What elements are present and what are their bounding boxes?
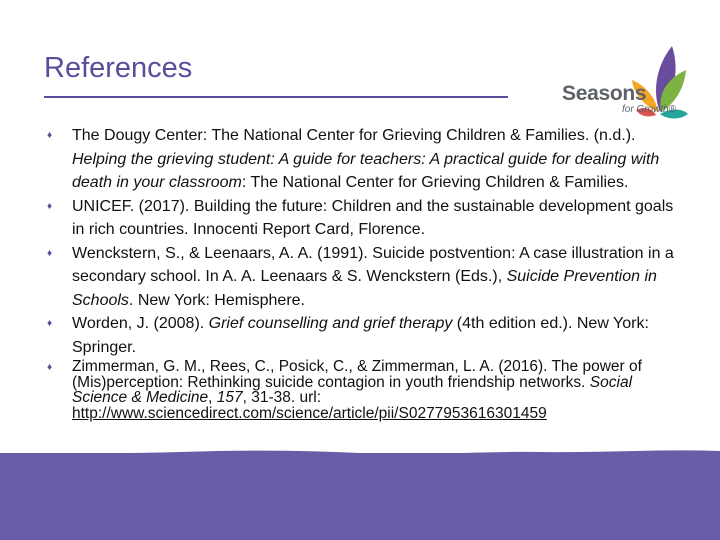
reference-italic-text: Suicide Prevention in Schools bbox=[72, 268, 657, 309]
reference-list bbox=[47, 124, 677, 421]
reference-italic-text: Helping the grieving student: A guide for teachers: A practical guide for dealing with death in your classroom bbox=[72, 150, 660, 191]
reference-text: . New York: Hemisphere. bbox=[128, 291, 305, 309]
reference-text: Wenckstern, S., & Leenaars, A. A. (1991). Suicide postvention: A case illustration in a secondary school. In A. A. Leenaars & S. Wenckstern (Eds.), bbox=[72, 244, 674, 285]
seasons-for-growth-logo bbox=[560, 42, 690, 122]
title-underline bbox=[44, 96, 508, 98]
reference-text: (4th edition ed.). New York: Springer. bbox=[72, 315, 649, 356]
reference-text: Zimmerman, G. M., Rees, C., Posick, C., & Zimmerman, L. A. (2016). The power of (Mis)perception: Rethinking suicide contagion in youth friendship networks. bbox=[72, 358, 642, 391]
reference-italic-text: 157 bbox=[216, 389, 243, 406]
logo-brand-text: Seasons bbox=[562, 82, 647, 105]
reference-text: UNICEF. (2017). Building the future: Children and the sustainable development goals in rich countries. Innocenti Report Card, Florence. bbox=[72, 197, 674, 238]
reference-text: , bbox=[208, 389, 217, 406]
reference-italic-text: Grief counselling and grief therapy bbox=[208, 315, 453, 332]
reference-item bbox=[47, 242, 677, 313]
footer-band bbox=[0, 453, 720, 540]
slide-title: References bbox=[44, 52, 193, 84]
bullet-icon: ♦ bbox=[47, 130, 53, 141]
reference-item bbox=[47, 312, 677, 359]
bullet-icon: ♦ bbox=[47, 200, 53, 212]
reference-item bbox=[47, 359, 677, 421]
reference-item bbox=[47, 195, 677, 242]
reference-item bbox=[47, 124, 677, 195]
reference-link[interactable]: http://www.sciencedirect.com/science/article/pii/S0277953616301459 bbox=[72, 404, 547, 422]
bullet-icon: ♦ bbox=[47, 362, 53, 373]
bullet-icon: ♦ bbox=[47, 247, 53, 259]
reference-italic-text: Social Science & Medicine bbox=[72, 373, 633, 406]
reference-text: Worden, J. (2008). bbox=[72, 315, 209, 332]
logo-subtitle-text: for Growth® bbox=[622, 104, 677, 115]
reference-text: : The National Center for Grieving Children & Families. bbox=[241, 174, 629, 191]
reference-text: , 31-38. url: bbox=[242, 389, 322, 406]
reference-text: The Dougy Center: The National Center for Grieving Children & Families. (n.d.). bbox=[72, 127, 636, 144]
bullet-icon: ♦ bbox=[47, 318, 53, 329]
